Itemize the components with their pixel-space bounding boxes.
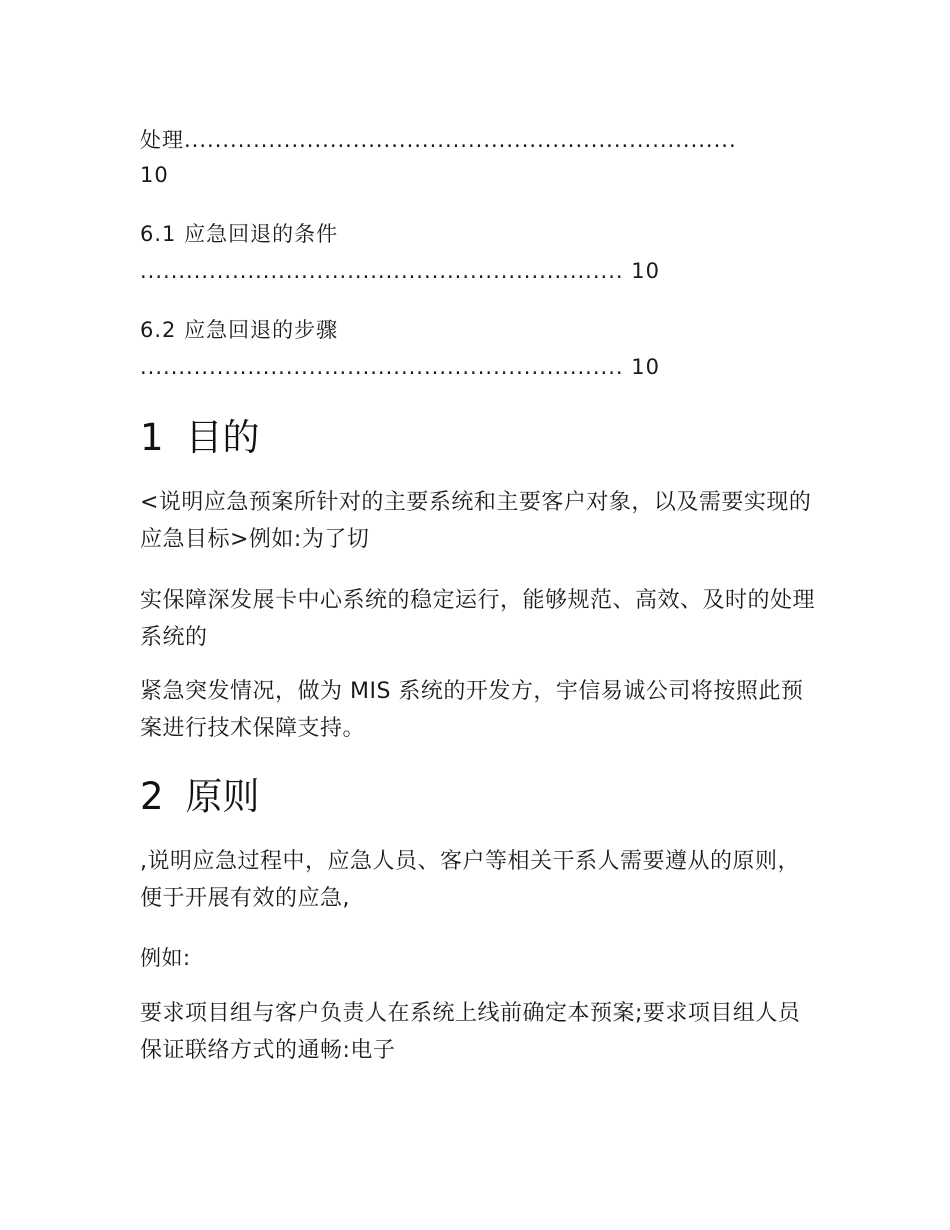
section-number: 1 (140, 416, 164, 459)
paragraph-principles-intro: ,说明应急过程中，应急人员、客户等相关干系人需要遵从的原则，便于开展有效的应急, (140, 849, 800, 911)
toc-leader-dots: ............................................................... (140, 259, 624, 283)
toc-leader-dots: ........................................................................ (184, 128, 737, 152)
section-title: 目的 (185, 416, 260, 459)
section-heading-principles (140, 774, 260, 820)
toc-entry-processing[interactable] (140, 125, 737, 155)
toc-entry-title: 6.2 应急回退的步骤 (140, 318, 339, 342)
paragraph-principles-requirements: 要求项目组与客户负责人在系统上线前确定本预案;要求项目组人员保证联络方式的通畅:电子 (140, 1001, 801, 1063)
toc-page-number: 10 (631, 259, 660, 283)
toc-page-number: 10 (631, 355, 660, 379)
paragraph-principles-example-label: 例如: (140, 946, 191, 970)
paragraph-purpose-intro: <说明应急预案所针对的主要系统和主要客户对象，以及需要实现的应急目标>例如:为了切 (140, 490, 812, 552)
section-number: 2 (140, 775, 164, 818)
toc-page-number: 10 (140, 163, 169, 187)
section-heading-purpose (140, 415, 260, 461)
toc-entry-processing-page (140, 160, 169, 190)
toc-entry-6-2[interactable] (140, 315, 338, 345)
toc-entry-title: 处理 (140, 128, 184, 152)
toc-entry-6-1[interactable] (140, 219, 338, 249)
toc-entry-6-2-leader (140, 352, 660, 382)
paragraph-purpose-body: 实保障深发展卡中心系统的稳定运行，能够规范、高效、及时的处理系统的 (140, 588, 816, 650)
section-title: 原则 (185, 775, 260, 818)
toc-leader-dots: ............................................................... (140, 355, 624, 379)
toc-entry-title: 6.1 应急回退的条件 (140, 222, 339, 246)
paragraph-purpose-closing: 紧急突发情况，做为 MIS 系统的开发方，宇信易诚公司将按照此预案进行技术保障支持。 (140, 679, 804, 741)
toc-entry-6-1-leader (140, 256, 660, 286)
